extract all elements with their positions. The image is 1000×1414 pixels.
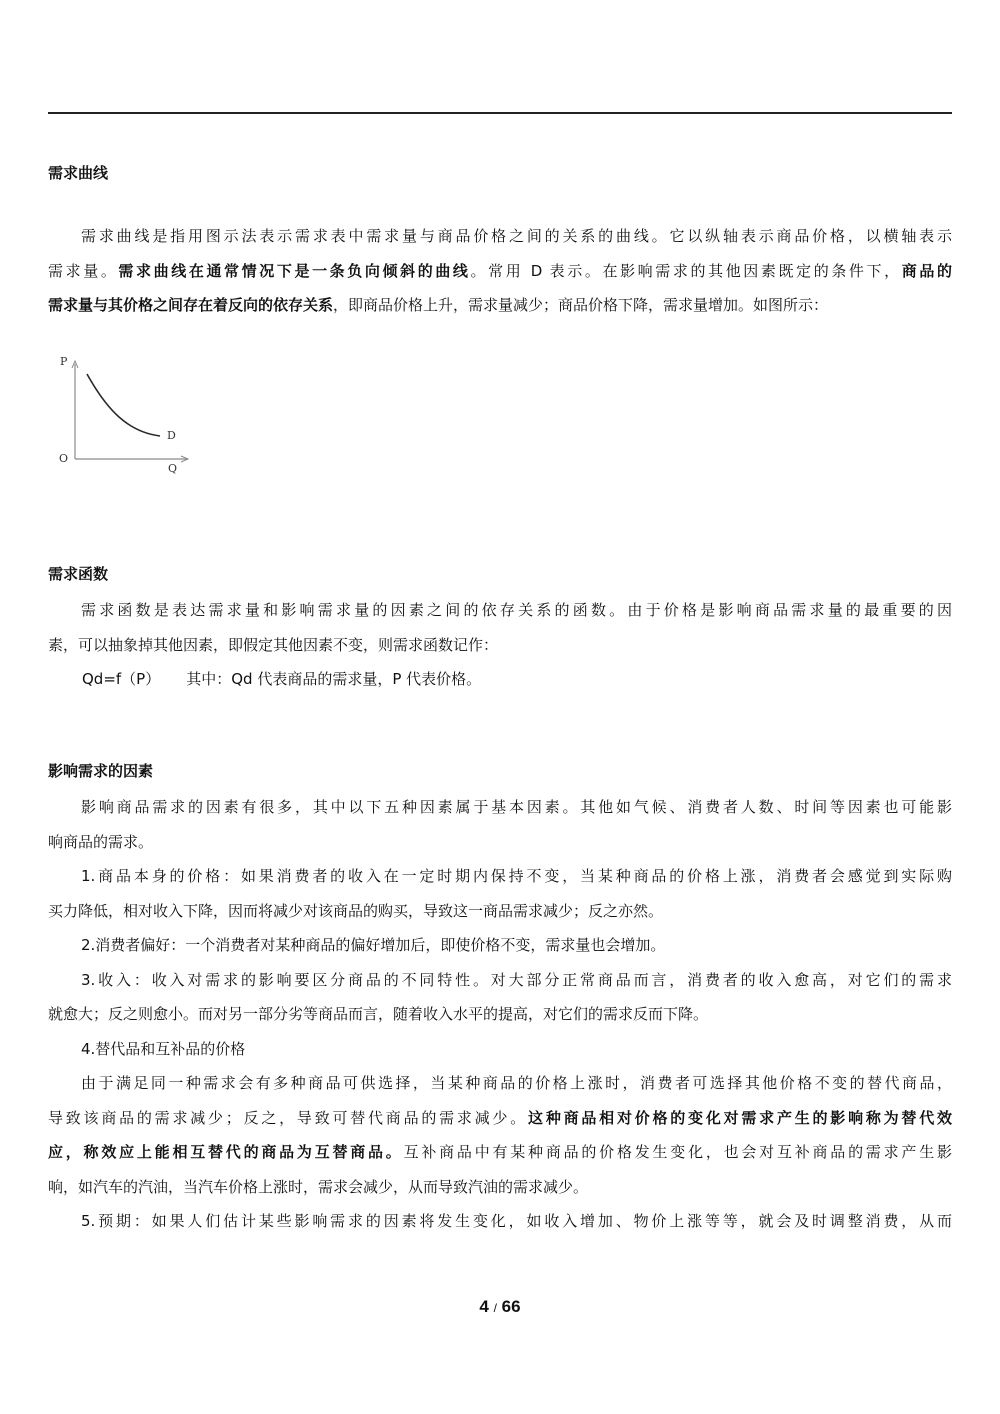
origin-label: O <box>59 452 69 465</box>
bold-text: 商品的 <box>901 261 952 280</box>
demand-curve-paragraph <box>48 219 952 323</box>
section-heading-demand-curve: 需求曲线 <box>48 164 109 182</box>
text-line: 响，如汽车的汽油，当汽车价格上涨时，需求会减少，从而导致汽油的需求减少。 <box>48 1177 589 1196</box>
text-line: 响商品的需求。 <box>48 832 154 851</box>
bold-text: 应，称效应上能相互替代的商品为互替商品。 <box>48 1143 404 1161</box>
text-span: 需求量。 <box>48 261 119 280</box>
section-heading-demand-function: 需求函数 <box>48 565 109 583</box>
text-line: 1.商品本身的价格：如果消费者的收入在一定时期内保持不变，当某种商品的价格上涨，消费者会感觉到实际购 <box>81 867 952 885</box>
bold-text: 需求量与其价格之间存在着反向的依存关系 <box>48 296 334 314</box>
text-line: 4.替代品和互补品的价格 <box>81 1039 246 1058</box>
bold-text: 需求曲线在通常情况下是一条负向倾斜的曲线 <box>118 261 471 280</box>
text-line <box>48 1135 952 1170</box>
bold-text: 这种商品相对价格的变化对需求产生的影响称为替代效 <box>528 1108 952 1127</box>
text-span: 互补商品中有某种商品的价格发生变化，也会对互补商品的需求产生影 <box>403 1143 952 1161</box>
header-rule <box>48 112 952 114</box>
text-line: 需求曲线是指用图示法表示需求表中需求量与商品价格之间的关系的曲线。它以纵轴表示商品价格，以横轴表示 <box>81 227 952 245</box>
text-span: ，即商品价格上升，需求量减少；商品价格下降，需求量增加。如图所示： <box>333 296 829 314</box>
demand-factors-body <box>48 790 952 1239</box>
current-page: 4 <box>479 1297 489 1316</box>
text-line: 2.消费者偏好：一个消费者对某种商品的偏好增加后，即使价格不变，需求量也会增加。 <box>81 936 666 954</box>
text-line <box>48 254 952 289</box>
text-line: 素，可以抽象掉其他因素，即假定其他因素不变，则需求函数记作： <box>48 635 499 654</box>
text-line: 3.收入：收入对需求的影响要区分商品的不同特性。对大部分正常商品而言，消费者的收入愈高，对它们的需求 <box>81 970 952 989</box>
text-line <box>48 1101 952 1136</box>
demand-curve-line <box>87 374 160 436</box>
total-pages: 66 <box>501 1297 521 1316</box>
page-separator: / <box>493 1301 497 1315</box>
curve-label: D <box>167 429 176 442</box>
demand-function-paragraph <box>48 593 952 697</box>
text-line: 买力降低，相对收入下降，因而将减少对该商品的购买，导致这一商品需求减少；反之亦然。 <box>48 901 664 920</box>
text-span: 导致该商品的需求减少；反之，导致可替代商品的需求减少。 <box>48 1108 529 1127</box>
formula: Qd=f（P） <box>82 670 161 688</box>
section-heading-demand-factors: 影响需求的因素 <box>48 762 154 780</box>
text-line: 就愈大；反之则愈小。而对另一部分劣等商品而言，随着收入水平的提高，对它们的需求反而下降。 <box>48 1005 709 1023</box>
y-axis-label: P <box>60 355 68 368</box>
page-number <box>0 1297 1000 1318</box>
text-span: 。常用 D 表示。在影响需求的其他因素既定的条件下， <box>470 261 902 280</box>
text-line: 由于满足同一种需求会有多种商品可供选择，当某种商品的价格上涨时，消费者可选择其他价格不变的替代商品， <box>81 1074 952 1092</box>
text-line: 需求函数是表达需求量和影响需求量的因素之间的依存关系的函数。由于价格是影响商品需求量的最重要的因 <box>81 601 952 619</box>
x-axis-label: Q <box>168 462 178 475</box>
demand-curve-graph <box>50 348 200 478</box>
formula-note: 其中：Qd 代表商品的需求量，P 代表价格。 <box>186 670 482 688</box>
text-line <box>48 288 952 323</box>
text-line: 影响商品需求的因素有很多，其中以下五种因素属于基本因素。其他如气候、消费者人数、时间等因素也可能影 <box>81 798 952 816</box>
formula-line <box>48 662 952 697</box>
text-line: 5.预期：如果人们估计某些影响需求的因素将发生变化，如收入增加、物价上涨等等，就会及时调整消费，从而 <box>81 1212 952 1230</box>
